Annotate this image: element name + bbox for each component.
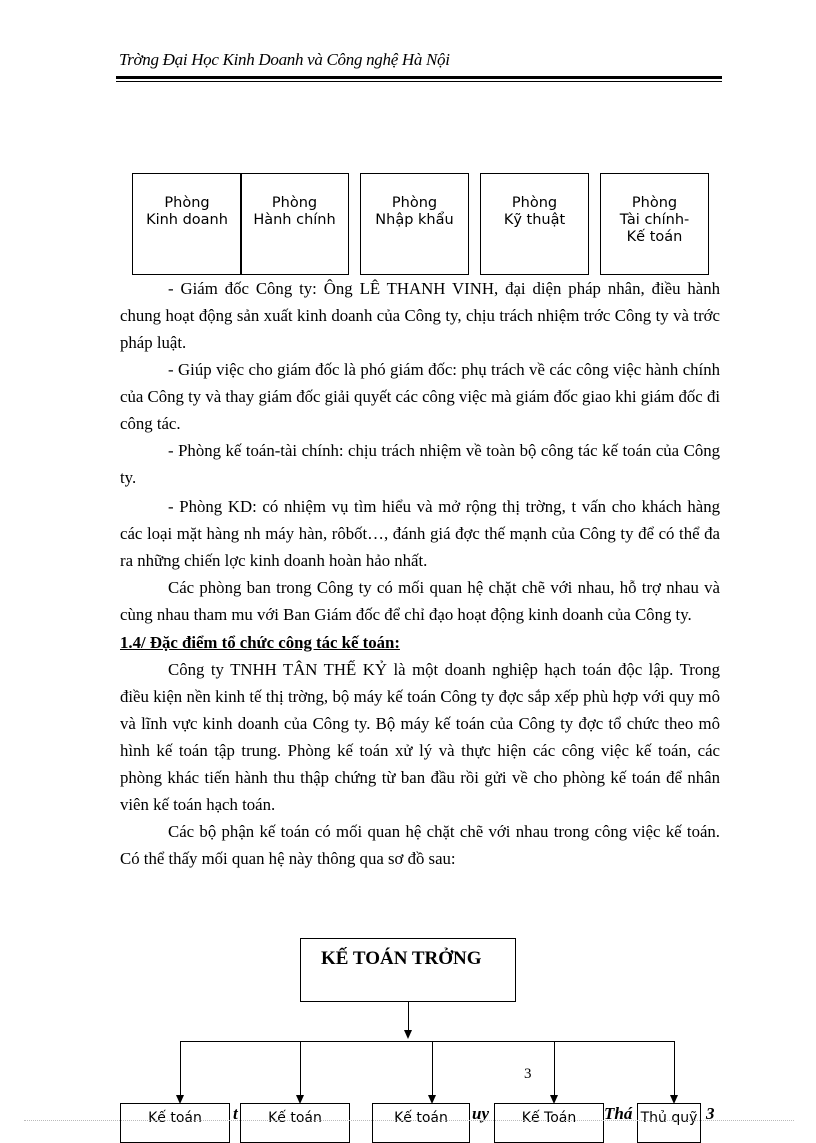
header-rule-thin — [116, 81, 722, 82]
paragraph-phong-kd: - Phòng KD: có nhiệm vụ tìm hiểu và mở rộng thị trờng, t vấn cho khách hàng các loại mặt hàng nh máy hàn, rôbốt…, đánh giá đợc thế mạnh của Công ty để có thể đa ra những chiến lợc kinh doanh hoàn hảo nhất. — [120, 497, 720, 570]
section-heading: 1.4/ Đặc điểm tổ chức công tác kế toán: — [120, 633, 400, 652]
paragraph-giam-doc: - Giám đốc Công ty: Ông LÊ THANH VINH, đại diện pháp nhân, điều hành chung hoạt động sản xuất kinh doanh của Công ty, chịu trách nhiệm trớc Công ty và trớc pháp luật. — [120, 279, 720, 352]
document-body — [120, 275, 720, 872]
chart-box-thu-quy: Thủ quỹ — [637, 1103, 701, 1143]
dept-box-hanh-chinh — [240, 173, 349, 275]
chart-box-ke-toan-1: Kế toán — [120, 1103, 230, 1143]
dept-box-kinh-doanh — [132, 173, 242, 275]
dept-label: Kinh doanh — [146, 212, 228, 228]
footer-fragment: uy — [472, 1104, 489, 1123]
chart-connector — [408, 1002, 409, 1032]
dept-label: Phòng — [511, 195, 558, 211]
footer-fragment: t — [233, 1104, 238, 1123]
paragraph-bo-phan: Các bộ phận kế toán có mối quan hệ chặt chẽ với nhau trong công việc kế toán. Có thể thấy mối quan hệ này thông qua sơ đồ sau: — [120, 822, 720, 868]
dept-label: Hành chính — [253, 212, 336, 228]
footer-fragment: 3 — [706, 1104, 715, 1123]
dept-label: Kỹ thuật — [503, 212, 566, 228]
chart-box-ke-toan-truong: KẾ TOÁN TRỞNG — [300, 938, 516, 1002]
chart-connector — [674, 1041, 675, 1096]
dept-label: Nhập khẩu — [375, 212, 454, 228]
dept-box-nhap-khau — [360, 173, 469, 275]
chart-connector — [432, 1041, 433, 1096]
chart-box-ke-toan-4: Kế Toán — [494, 1103, 604, 1143]
chart-arrowhead — [404, 1030, 412, 1039]
dept-box-tai-chinh-ke-toan — [600, 173, 709, 275]
chart-box-ke-toan-3: Kế toán — [372, 1103, 470, 1143]
dept-label: Phòng — [164, 195, 210, 211]
dept-label: Kế toán — [626, 229, 683, 245]
paragraph-phong-ke-toan: - Phòng kế toán-tài chính: chịu trách nhiệm về toàn bộ công tác kế toán của Công ty. — [120, 441, 720, 487]
chart-connector — [300, 1041, 301, 1096]
paragraph-phong-ban: Các phòng ban trong Công ty có mối quan hệ chặt chẽ với nhau, hỗ trợ nhau và cùng nhau tham mu với Ban Giám đốc để chỉ đạo hoạt động kinh doanh của Công ty. — [120, 578, 720, 624]
dept-label: Tài chính- — [619, 212, 690, 228]
chart-connector — [180, 1041, 674, 1042]
dept-box-ky-thuat — [480, 173, 589, 275]
chart-connector — [554, 1041, 555, 1096]
chart-box-ke-toan-2: Kế toán — [240, 1103, 350, 1143]
footer-divider — [24, 1120, 794, 1121]
paragraph-pho-giam-doc: - Giúp việc cho giám đốc là phó giám đốc: phụ trách về các công việc hành chính của Công ty và thay giám đốc giải quyết các công việc mà giám đốc giao khi giám đốc đi công tác. — [120, 360, 720, 433]
page-header: Trờng Đại Học Kinh Doanh và Công nghệ Hà Nội — [119, 50, 450, 69]
dept-label: Phòng — [391, 195, 438, 211]
paragraph-cong-ty: Công ty TNHH TÂN THẾ KỶ là một doanh nghiệp hạch toán độc lập. Trong điều kiện nền kinh tế thị trờng, bộ máy kế toán Công ty đợc sắp xếp phù hợp với quy mô và lĩnh vực kinh doanh của Công ty. Bộ máy kế toán của Công ty đợc tổ chức theo mô hình kế toán tập trung. Phòng kế toán xử lý và thực hiện các công việc kế toán, các phòng khác tiến hành thu thập chứng từ ban đầu rồi gửi về cho phòng kế toán để nhân viên kế toán hạch toán. — [120, 660, 720, 814]
chart-connector — [180, 1041, 181, 1096]
dept-label: Phòng — [631, 195, 678, 211]
header-rule-thick — [116, 76, 722, 79]
footer-fragment: Thá — [604, 1104, 633, 1123]
page-number: 3 — [524, 1066, 532, 1082]
dept-label: Phòng — [271, 195, 318, 211]
